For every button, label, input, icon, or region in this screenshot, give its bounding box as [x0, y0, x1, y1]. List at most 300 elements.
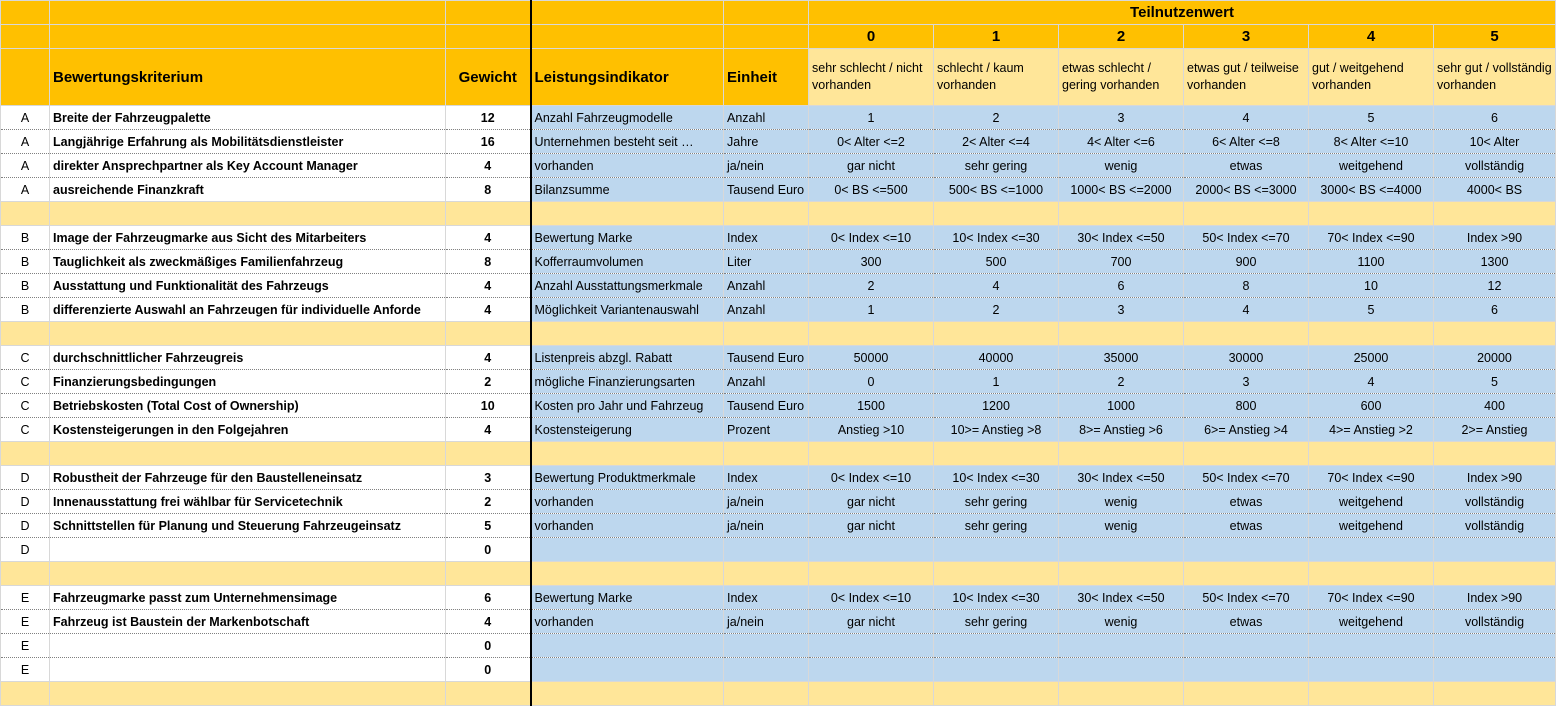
header-cell[interactable] [446, 25, 531, 49]
indicator-cell[interactable]: Anzahl Fahrzeugmodelle [531, 106, 724, 130]
level-value-cell-2[interactable]: wenig [1059, 514, 1184, 538]
separator-cell[interactable] [1309, 442, 1434, 466]
level-value-cell-4[interactable]: 70< Index <=90 [1309, 466, 1434, 490]
separator-cell[interactable] [1434, 322, 1556, 346]
weight-cell[interactable]: 8 [446, 250, 531, 274]
indicator-cell[interactable] [531, 634, 724, 658]
header-cell[interactable] [1, 25, 50, 49]
weight-cell[interactable]: 4 [446, 610, 531, 634]
criterion-cell[interactable]: Betriebskosten (Total Cost of Ownership) [50, 394, 446, 418]
level-value-cell-1[interactable]: sehr gering [934, 610, 1059, 634]
indicator-cell[interactable]: Bewertung Marke [531, 226, 724, 250]
separator-cell[interactable] [934, 442, 1059, 466]
group-cell[interactable]: A [1, 154, 50, 178]
level-value-cell-2[interactable]: 1000< BS <=2000 [1059, 178, 1184, 202]
level-value-cell-1[interactable]: 10< Index <=30 [934, 226, 1059, 250]
separator-cell[interactable] [809, 202, 934, 226]
weight-cell[interactable]: 2 [446, 490, 531, 514]
criterion-cell[interactable]: Fahrzeugmarke passt zum Unternehmensimage [50, 586, 446, 610]
level-value-cell-4[interactable]: 25000 [1309, 346, 1434, 370]
level-value-cell-4[interactable]: 1100 [1309, 250, 1434, 274]
separator-cell[interactable] [446, 202, 531, 226]
level-description-4[interactable]: gut / weitgehend vorhanden [1309, 49, 1434, 106]
separator-cell[interactable] [1184, 442, 1309, 466]
level-value-cell-0[interactable]: 50000 [809, 346, 934, 370]
separator-cell[interactable] [1, 562, 50, 586]
level-value-cell-5[interactable]: 6 [1434, 106, 1556, 130]
separator-cell[interactable] [934, 322, 1059, 346]
criterion-cell[interactable]: Kostensteigerungen in den Folgejahren [50, 418, 446, 442]
level-value-cell-3[interactable]: 6< Alter <=8 [1184, 130, 1309, 154]
group-cell[interactable]: E [1, 634, 50, 658]
header-cell[interactable] [724, 1, 809, 25]
level-value-cell-1[interactable]: 10>= Anstieg >8 [934, 418, 1059, 442]
level-value-cell-5[interactable] [1434, 634, 1556, 658]
separator-cell[interactable] [50, 442, 446, 466]
level-value-cell-5[interactable]: 10< Alter [1434, 130, 1556, 154]
group-cell[interactable]: C [1, 370, 50, 394]
level-value-cell-0[interactable]: gar nicht [809, 514, 934, 538]
weight-cell[interactable]: 4 [446, 154, 531, 178]
unit-cell[interactable]: Index [724, 586, 809, 610]
indicator-cell[interactable] [531, 538, 724, 562]
weight-cell[interactable]: 8 [446, 178, 531, 202]
weight-cell[interactable]: 3 [446, 466, 531, 490]
level-value-cell-5[interactable]: vollständig [1434, 610, 1556, 634]
group-cell[interactable]: B [1, 298, 50, 322]
unit-cell[interactable]: Jahre [724, 130, 809, 154]
level-value-cell-3[interactable]: 3 [1184, 370, 1309, 394]
criterion-cell[interactable] [50, 634, 446, 658]
level-value-cell-3[interactable]: 50< Index <=70 [1184, 226, 1309, 250]
level-value-cell-5[interactable]: 4000< BS [1434, 178, 1556, 202]
level-value-cell-0[interactable]: 2 [809, 274, 934, 298]
level-value-cell-2[interactable]: 700 [1059, 250, 1184, 274]
criterion-cell[interactable]: Finanzierungsbedingungen [50, 370, 446, 394]
level-value-cell-3[interactable]: etwas [1184, 490, 1309, 514]
criterion-cell[interactable] [50, 658, 446, 682]
header-cell[interactable] [724, 25, 809, 49]
level-header-5[interactable]: 5 [1434, 25, 1556, 49]
header-cell[interactable] [1, 49, 50, 106]
unit-cell[interactable]: Anzahl [724, 370, 809, 394]
indicator-cell[interactable]: Kostensteigerung [531, 418, 724, 442]
unit-cell[interactable]: Prozent [724, 418, 809, 442]
level-value-cell-1[interactable] [934, 538, 1059, 562]
level-value-cell-0[interactable]: 0< Index <=10 [809, 466, 934, 490]
level-value-cell-4[interactable]: 5 [1309, 298, 1434, 322]
level-value-cell-3[interactable]: 800 [1184, 394, 1309, 418]
weight-cell[interactable]: 16 [446, 130, 531, 154]
header-cell[interactable] [446, 1, 531, 25]
level-value-cell-3[interactable] [1184, 658, 1309, 682]
separator-cell[interactable] [724, 682, 809, 706]
unit-cell[interactable]: ja/nein [724, 610, 809, 634]
separator-cell[interactable] [809, 442, 934, 466]
weight-cell[interactable]: 0 [446, 634, 531, 658]
level-value-cell-2[interactable]: wenig [1059, 610, 1184, 634]
level-value-cell-5[interactable] [1434, 538, 1556, 562]
criterion-cell[interactable]: direkter Ansprechpartner als Key Account Manager [50, 154, 446, 178]
teilnutzenwert-header[interactable]: Teilnutzenwert [809, 1, 1556, 25]
separator-cell[interactable] [1059, 442, 1184, 466]
level-value-cell-1[interactable]: 1 [934, 370, 1059, 394]
level-value-cell-5[interactable]: Index >90 [1434, 226, 1556, 250]
criterion-cell[interactable]: Schnittstellen für Planung und Steuerung Fahrzeugeinsatz [50, 514, 446, 538]
level-value-cell-2[interactable] [1059, 538, 1184, 562]
level-value-cell-4[interactable]: 4 [1309, 370, 1434, 394]
unit-cell[interactable]: Anzahl [724, 274, 809, 298]
level-header-0[interactable]: 0 [809, 25, 934, 49]
group-cell[interactable]: D [1, 466, 50, 490]
separator-cell[interactable] [531, 322, 724, 346]
unit-cell[interactable]: Index [724, 226, 809, 250]
level-description-5[interactable]: sehr gut / vollständig vorhanden [1434, 49, 1556, 106]
header-cell[interactable] [531, 25, 724, 49]
group-cell[interactable]: C [1, 394, 50, 418]
level-value-cell-0[interactable]: gar nicht [809, 154, 934, 178]
level-value-cell-2[interactable] [1059, 658, 1184, 682]
unit-cell[interactable]: Liter [724, 250, 809, 274]
indicator-cell[interactable]: Unternehmen besteht seit … [531, 130, 724, 154]
level-value-cell-0[interactable]: 1 [809, 298, 934, 322]
criterion-cell[interactable]: Tauglichkeit als zweckmäßiges Familienfahrzeug [50, 250, 446, 274]
level-value-cell-2[interactable]: 2 [1059, 370, 1184, 394]
indicator-cell[interactable]: vorhanden [531, 610, 724, 634]
unit-cell[interactable]: Anzahl [724, 298, 809, 322]
level-value-cell-3[interactable] [1184, 538, 1309, 562]
level-value-cell-3[interactable]: 2000< BS <=3000 [1184, 178, 1309, 202]
level-header-3[interactable]: 3 [1184, 25, 1309, 49]
level-value-cell-1[interactable]: 2 [934, 298, 1059, 322]
header-cell[interactable] [1, 1, 50, 25]
indicator-cell[interactable]: Listenpreis abzgl. Rabatt [531, 346, 724, 370]
group-cell[interactable]: E [1, 658, 50, 682]
level-value-cell-5[interactable]: 5 [1434, 370, 1556, 394]
level-value-cell-3[interactable]: 6>= Anstieg >4 [1184, 418, 1309, 442]
group-cell[interactable]: A [1, 178, 50, 202]
header-cell[interactable] [531, 1, 724, 25]
level-value-cell-2[interactable] [1059, 634, 1184, 658]
level-value-cell-5[interactable]: Index >90 [1434, 586, 1556, 610]
separator-cell[interactable] [50, 322, 446, 346]
separator-cell[interactable] [531, 562, 724, 586]
weight-cell[interactable]: 4 [446, 346, 531, 370]
separator-cell[interactable] [1, 442, 50, 466]
separator-cell[interactable] [1059, 562, 1184, 586]
level-value-cell-0[interactable] [809, 658, 934, 682]
level-value-cell-2[interactable]: 4< Alter <=6 [1059, 130, 1184, 154]
criterion-cell[interactable]: ausreichende Finanzkraft [50, 178, 446, 202]
criterion-cell[interactable]: Ausstattung und Funktionalität des Fahrzeugs [50, 274, 446, 298]
level-value-cell-5[interactable]: 12 [1434, 274, 1556, 298]
unit-cell[interactable] [724, 634, 809, 658]
separator-cell[interactable] [1434, 682, 1556, 706]
level-value-cell-2[interactable]: wenig [1059, 490, 1184, 514]
separator-cell[interactable] [1434, 562, 1556, 586]
group-cell[interactable]: A [1, 130, 50, 154]
level-value-cell-3[interactable]: 4 [1184, 106, 1309, 130]
level-value-cell-0[interactable]: 300 [809, 250, 934, 274]
level-value-cell-1[interactable]: 4 [934, 274, 1059, 298]
level-value-cell-2[interactable]: 8>= Anstieg >6 [1059, 418, 1184, 442]
indicator-header[interactable]: Leistungsindikator [531, 49, 724, 106]
separator-cell[interactable] [1184, 562, 1309, 586]
separator-cell[interactable] [934, 202, 1059, 226]
level-value-cell-1[interactable] [934, 658, 1059, 682]
criterion-cell[interactable]: Image der Fahrzeugmarke aus Sicht des Mitarbeiters [50, 226, 446, 250]
level-header-2[interactable]: 2 [1059, 25, 1184, 49]
level-value-cell-1[interactable]: sehr gering [934, 490, 1059, 514]
separator-cell[interactable] [1184, 682, 1309, 706]
separator-cell[interactable] [1, 322, 50, 346]
level-value-cell-0[interactable] [809, 634, 934, 658]
level-value-cell-3[interactable]: 900 [1184, 250, 1309, 274]
separator-cell[interactable] [809, 322, 934, 346]
level-value-cell-2[interactable]: 3 [1059, 106, 1184, 130]
separator-cell[interactable] [50, 562, 446, 586]
indicator-cell[interactable]: Anzahl Ausstattungsmerkmale [531, 274, 724, 298]
level-value-cell-5[interactable]: vollständig [1434, 154, 1556, 178]
indicator-cell[interactable]: vorhanden [531, 490, 724, 514]
level-value-cell-0[interactable]: gar nicht [809, 610, 934, 634]
level-value-cell-4[interactable]: weitgehend [1309, 610, 1434, 634]
indicator-cell[interactable] [531, 658, 724, 682]
separator-cell[interactable] [446, 562, 531, 586]
unit-cell[interactable] [724, 538, 809, 562]
group-cell[interactable]: B [1, 274, 50, 298]
level-value-cell-5[interactable]: 2>= Anstieg [1434, 418, 1556, 442]
level-value-cell-4[interactable]: 70< Index <=90 [1309, 226, 1434, 250]
indicator-cell[interactable]: Möglichkeit Variantenauswahl [531, 298, 724, 322]
level-description-0[interactable]: sehr schlecht / nicht vorhanden [809, 49, 934, 106]
level-value-cell-4[interactable]: 4>= Anstieg >2 [1309, 418, 1434, 442]
level-value-cell-2[interactable]: wenig [1059, 154, 1184, 178]
criterion-cell[interactable]: differenzierte Auswahl an Fahrzeugen für individuelle Anforde [50, 298, 446, 322]
separator-cell[interactable] [1434, 442, 1556, 466]
criterion-cell[interactable]: Langjährige Erfahrung als Mobilitätsdienstleister [50, 130, 446, 154]
unit-cell[interactable]: Anzahl [724, 106, 809, 130]
level-value-cell-5[interactable] [1434, 658, 1556, 682]
criterion-cell[interactable]: Breite der Fahrzeugpalette [50, 106, 446, 130]
group-cell[interactable]: C [1, 346, 50, 370]
weight-cell[interactable]: 2 [446, 370, 531, 394]
weight-cell[interactable]: 0 [446, 658, 531, 682]
separator-cell[interactable] [1059, 202, 1184, 226]
group-cell[interactable]: D [1, 538, 50, 562]
level-value-cell-0[interactable] [809, 538, 934, 562]
separator-cell[interactable] [809, 562, 934, 586]
separator-cell[interactable] [724, 322, 809, 346]
level-value-cell-4[interactable] [1309, 634, 1434, 658]
group-cell[interactable]: A [1, 106, 50, 130]
level-value-cell-3[interactable]: 50< Index <=70 [1184, 466, 1309, 490]
level-value-cell-2[interactable]: 1000 [1059, 394, 1184, 418]
separator-cell[interactable] [1, 682, 50, 706]
level-header-1[interactable]: 1 [934, 25, 1059, 49]
criterion-header[interactable]: Bewertungskriterium [50, 49, 446, 106]
indicator-cell[interactable]: Kofferraumvolumen [531, 250, 724, 274]
level-value-cell-4[interactable]: weitgehend [1309, 514, 1434, 538]
level-value-cell-4[interactable]: weitgehend [1309, 154, 1434, 178]
level-value-cell-3[interactable]: 8 [1184, 274, 1309, 298]
level-value-cell-4[interactable] [1309, 658, 1434, 682]
separator-cell[interactable] [1434, 202, 1556, 226]
level-value-cell-5[interactable]: vollständig [1434, 514, 1556, 538]
level-value-cell-0[interactable]: 0< Index <=10 [809, 586, 934, 610]
level-value-cell-1[interactable]: sehr gering [934, 514, 1059, 538]
level-value-cell-2[interactable]: 3 [1059, 298, 1184, 322]
weight-cell[interactable]: 5 [446, 514, 531, 538]
indicator-cell[interactable]: Kosten pro Jahr und Fahrzeug [531, 394, 724, 418]
level-value-cell-1[interactable]: 500 [934, 250, 1059, 274]
weight-header[interactable]: Gewicht [446, 49, 531, 106]
separator-cell[interactable] [446, 322, 531, 346]
separator-cell[interactable] [1059, 322, 1184, 346]
weight-cell[interactable]: 4 [446, 418, 531, 442]
unit-cell[interactable]: Index [724, 466, 809, 490]
indicator-cell[interactable]: Bewertung Marke [531, 586, 724, 610]
level-value-cell-1[interactable]: 2 [934, 106, 1059, 130]
level-value-cell-5[interactable]: Index >90 [1434, 466, 1556, 490]
level-value-cell-0[interactable]: Anstieg >10 [809, 418, 934, 442]
level-value-cell-4[interactable]: 8< Alter <=10 [1309, 130, 1434, 154]
level-value-cell-1[interactable]: 10< Index <=30 [934, 466, 1059, 490]
indicator-cell[interactable]: vorhanden [531, 514, 724, 538]
separator-cell[interactable] [531, 442, 724, 466]
level-value-cell-1[interactable]: 2< Alter <=4 [934, 130, 1059, 154]
header-cell[interactable] [50, 1, 446, 25]
level-value-cell-2[interactable]: 30< Index <=50 [1059, 586, 1184, 610]
criterion-cell[interactable]: Fahrzeug ist Baustein der Markenbotschaft [50, 610, 446, 634]
level-value-cell-4[interactable]: 70< Index <=90 [1309, 586, 1434, 610]
unit-cell[interactable]: Tausend Euro [724, 394, 809, 418]
weight-cell[interactable]: 6 [446, 586, 531, 610]
level-value-cell-0[interactable]: 1500 [809, 394, 934, 418]
separator-cell[interactable] [50, 202, 446, 226]
unit-header[interactable]: Einheit [724, 49, 809, 106]
level-description-1[interactable]: schlecht / kaum vorhanden [934, 49, 1059, 106]
criterion-cell[interactable]: Robustheit der Fahrzeuge für den Baustelleneinsatz [50, 466, 446, 490]
level-value-cell-1[interactable]: 500< BS <=1000 [934, 178, 1059, 202]
unit-cell[interactable]: Tausend Euro [724, 346, 809, 370]
indicator-cell[interactable]: mögliche Finanzierungsarten [531, 370, 724, 394]
group-cell[interactable]: D [1, 514, 50, 538]
level-value-cell-0[interactable]: 0< BS <=500 [809, 178, 934, 202]
separator-cell[interactable] [724, 442, 809, 466]
group-cell[interactable]: C [1, 418, 50, 442]
separator-cell[interactable] [531, 202, 724, 226]
indicator-cell[interactable]: vorhanden [531, 154, 724, 178]
level-description-3[interactable]: etwas gut / teilweise vorhanden [1184, 49, 1309, 106]
level-value-cell-2[interactable]: 35000 [1059, 346, 1184, 370]
level-value-cell-2[interactable]: 30< Index <=50 [1059, 466, 1184, 490]
separator-cell[interactable] [446, 682, 531, 706]
separator-cell[interactable] [809, 682, 934, 706]
level-value-cell-1[interactable] [934, 634, 1059, 658]
level-value-cell-0[interactable]: 0 [809, 370, 934, 394]
level-value-cell-3[interactable]: etwas [1184, 514, 1309, 538]
level-value-cell-5[interactable]: 400 [1434, 394, 1556, 418]
separator-cell[interactable] [1309, 562, 1434, 586]
separator-cell[interactable] [1184, 202, 1309, 226]
group-cell[interactable]: D [1, 490, 50, 514]
separator-cell[interactable] [1309, 202, 1434, 226]
level-value-cell-2[interactable]: 6 [1059, 274, 1184, 298]
level-value-cell-1[interactable]: 10< Index <=30 [934, 586, 1059, 610]
level-value-cell-5[interactable]: 1300 [1434, 250, 1556, 274]
unit-cell[interactable]: ja/nein [724, 154, 809, 178]
separator-cell[interactable] [50, 682, 446, 706]
weight-cell[interactable]: 10 [446, 394, 531, 418]
separator-cell[interactable] [1, 202, 50, 226]
level-value-cell-2[interactable]: 30< Index <=50 [1059, 226, 1184, 250]
level-value-cell-3[interactable]: etwas [1184, 610, 1309, 634]
criterion-cell[interactable]: durchschnittlicher Fahrzeugreis [50, 346, 446, 370]
level-value-cell-3[interactable]: 30000 [1184, 346, 1309, 370]
level-value-cell-0[interactable]: 1 [809, 106, 934, 130]
weight-cell[interactable]: 4 [446, 298, 531, 322]
header-cell[interactable] [50, 25, 446, 49]
level-value-cell-0[interactable]: 0< Alter <=2 [809, 130, 934, 154]
level-value-cell-0[interactable]: 0< Index <=10 [809, 226, 934, 250]
level-value-cell-5[interactable]: vollständig [1434, 490, 1556, 514]
separator-cell[interactable] [1059, 682, 1184, 706]
separator-cell[interactable] [1309, 322, 1434, 346]
indicator-cell[interactable]: Bilanzsumme [531, 178, 724, 202]
level-value-cell-1[interactable]: 40000 [934, 346, 1059, 370]
weight-cell[interactable]: 0 [446, 538, 531, 562]
criterion-cell[interactable] [50, 538, 446, 562]
level-value-cell-4[interactable]: 3000< BS <=4000 [1309, 178, 1434, 202]
weight-cell[interactable]: 4 [446, 274, 531, 298]
level-value-cell-0[interactable]: gar nicht [809, 490, 934, 514]
level-value-cell-1[interactable]: 1200 [934, 394, 1059, 418]
level-description-2[interactable]: etwas schlecht / gering vorhanden [1059, 49, 1184, 106]
level-value-cell-3[interactable] [1184, 634, 1309, 658]
separator-cell[interactable] [724, 562, 809, 586]
separator-cell[interactable] [934, 562, 1059, 586]
level-value-cell-1[interactable]: sehr gering [934, 154, 1059, 178]
level-value-cell-3[interactable]: 4 [1184, 298, 1309, 322]
level-value-cell-4[interactable]: 10 [1309, 274, 1434, 298]
weight-cell[interactable]: 4 [446, 226, 531, 250]
weight-cell[interactable]: 12 [446, 106, 531, 130]
unit-cell[interactable]: Tausend Euro [724, 178, 809, 202]
group-cell[interactable]: B [1, 250, 50, 274]
level-value-cell-3[interactable]: 50< Index <=70 [1184, 586, 1309, 610]
level-header-4[interactable]: 4 [1309, 25, 1434, 49]
separator-cell[interactable] [531, 682, 724, 706]
group-cell[interactable]: E [1, 610, 50, 634]
level-value-cell-4[interactable]: weitgehend [1309, 490, 1434, 514]
unit-cell[interactable]: ja/nein [724, 514, 809, 538]
group-cell[interactable]: E [1, 586, 50, 610]
separator-cell[interactable] [934, 682, 1059, 706]
separator-cell[interactable] [1184, 322, 1309, 346]
group-cell[interactable]: B [1, 226, 50, 250]
level-value-cell-5[interactable]: 6 [1434, 298, 1556, 322]
unit-cell[interactable]: ja/nein [724, 490, 809, 514]
separator-cell[interactable] [1309, 682, 1434, 706]
unit-cell[interactable] [724, 658, 809, 682]
level-value-cell-3[interactable]: etwas [1184, 154, 1309, 178]
separator-cell[interactable] [724, 202, 809, 226]
level-value-cell-4[interactable]: 5 [1309, 106, 1434, 130]
level-value-cell-4[interactable] [1309, 538, 1434, 562]
level-value-cell-4[interactable]: 600 [1309, 394, 1434, 418]
level-value-cell-5[interactable]: 20000 [1434, 346, 1556, 370]
